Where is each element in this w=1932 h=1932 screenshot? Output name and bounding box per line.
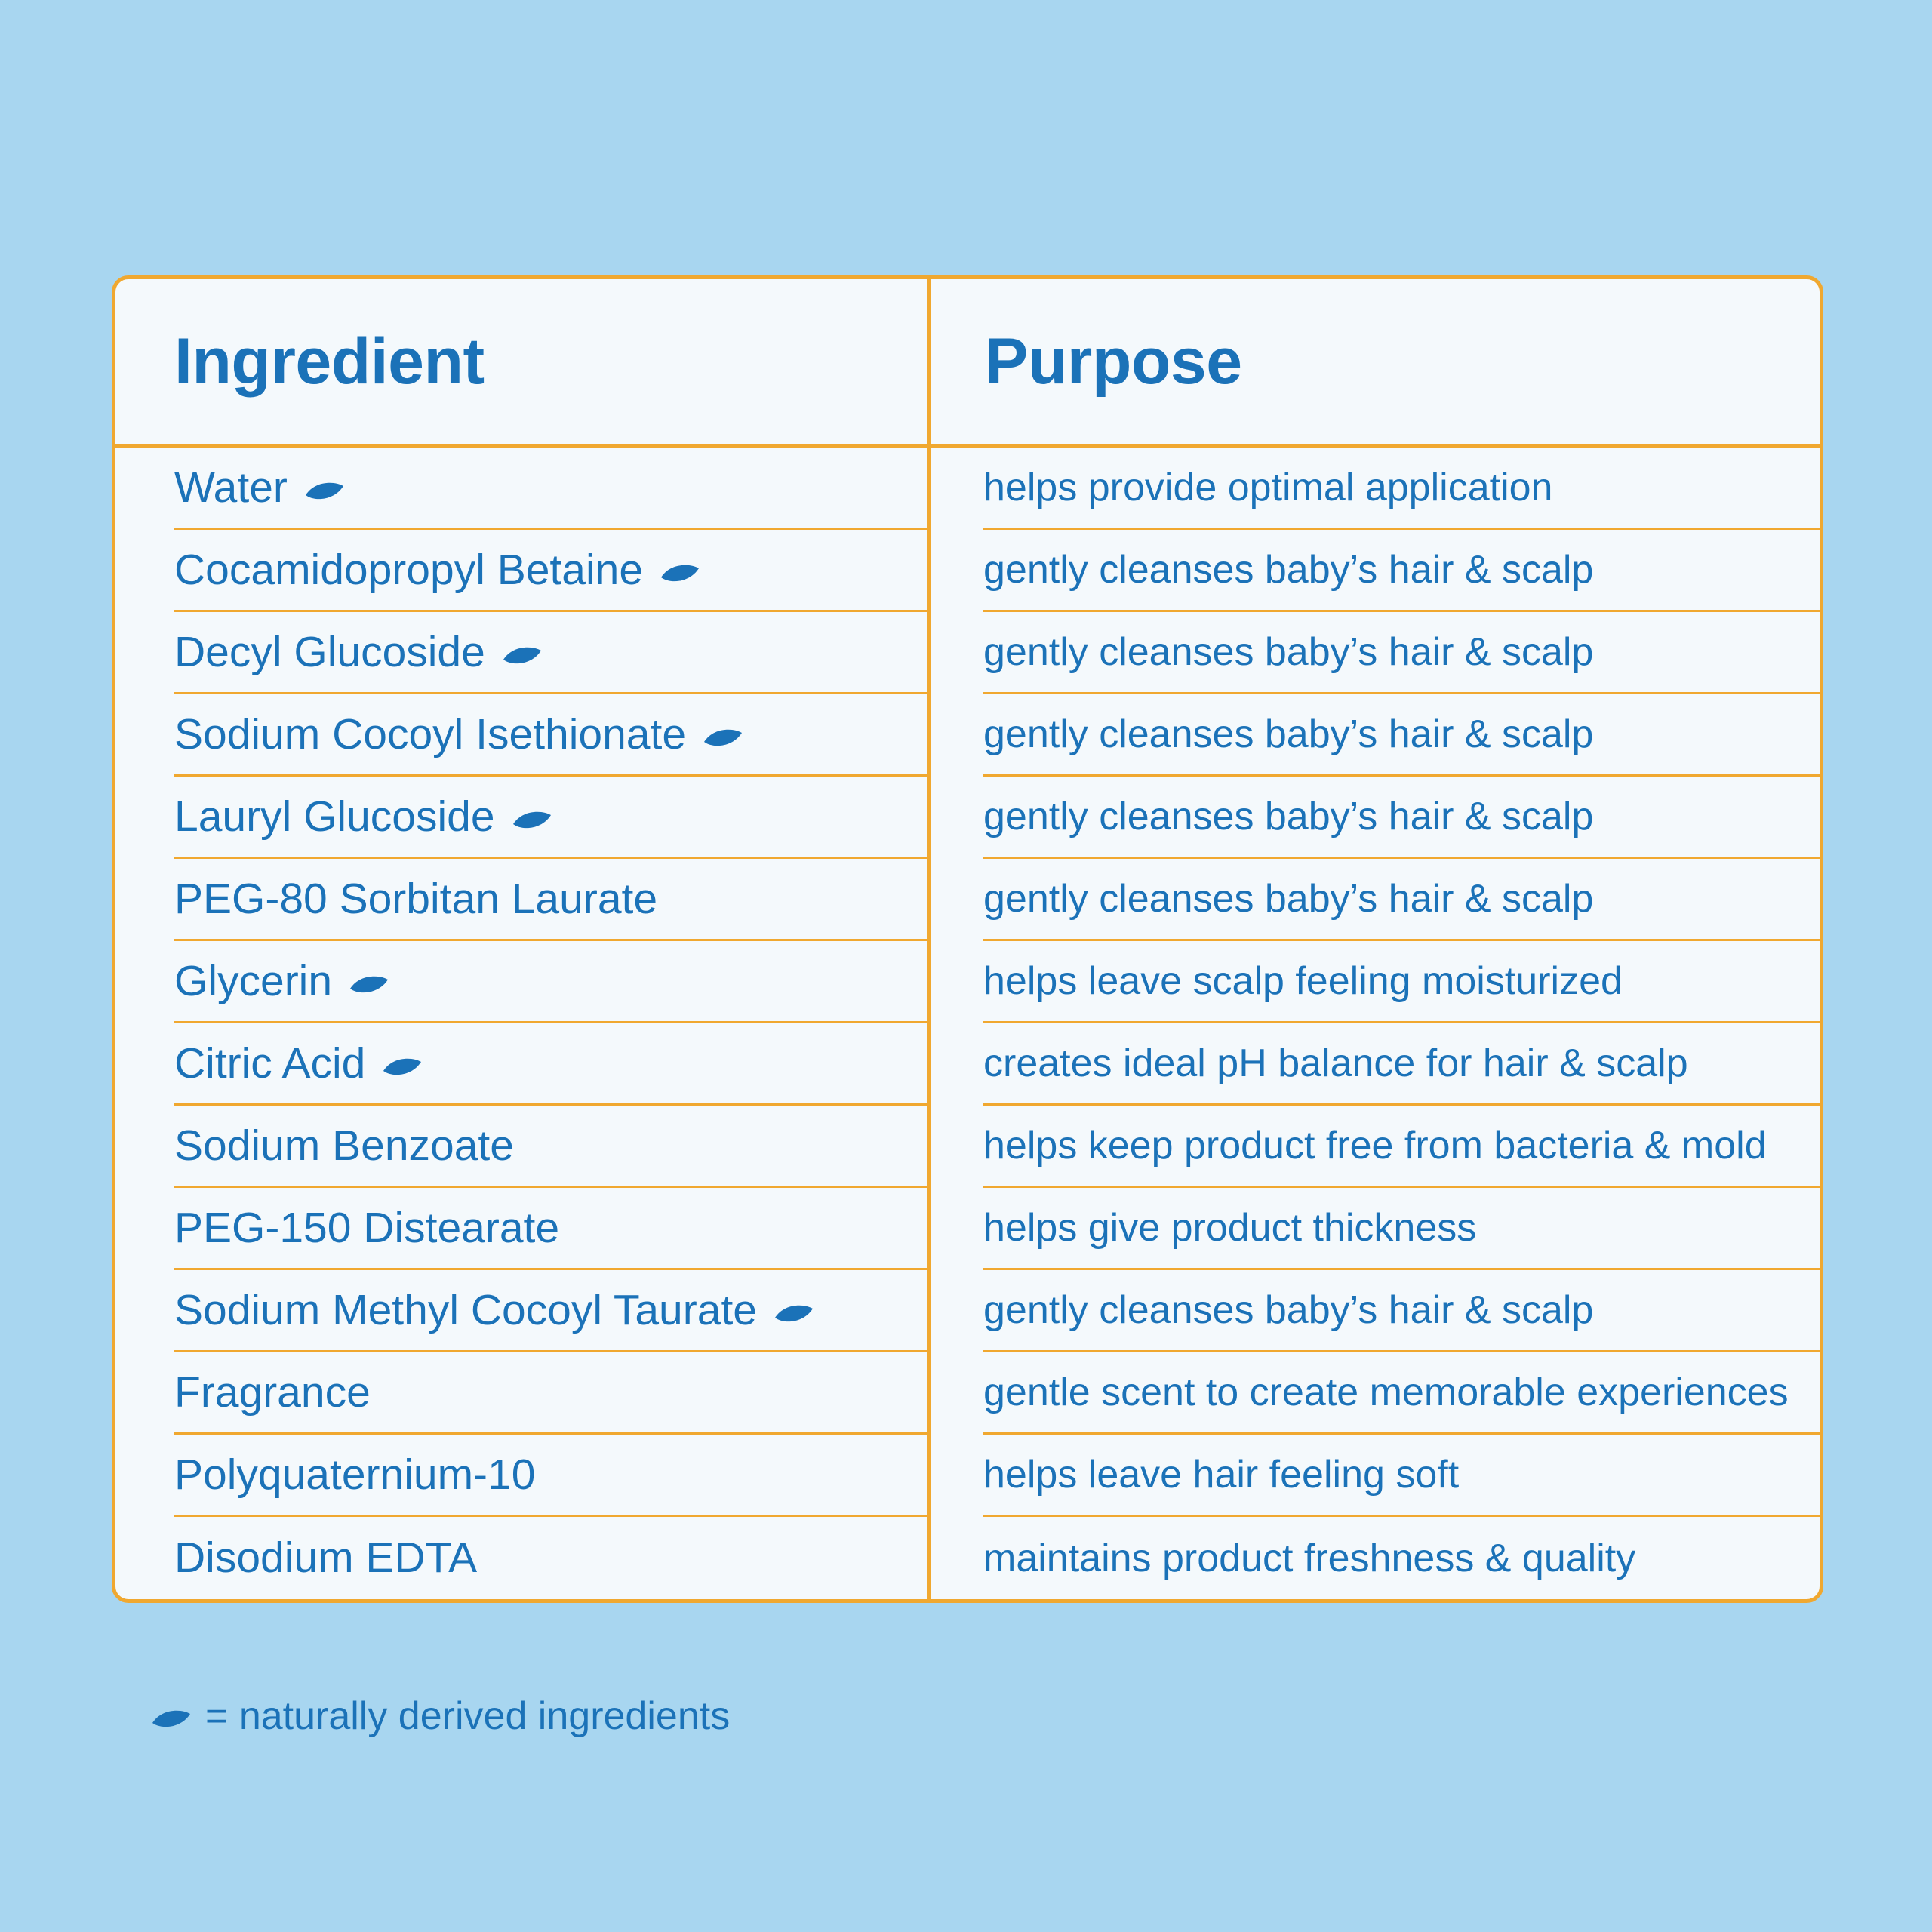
column-header-purpose-label: Purpose	[985, 325, 1242, 398]
cell-ingredient	[115, 1435, 931, 1517]
cell-ingredient	[115, 941, 931, 1023]
leaf-icon	[512, 810, 552, 829]
table-row	[115, 941, 1820, 1023]
ingredient-name: PEG-80 Sorbitan Laurate	[174, 874, 658, 923]
cell-purpose-inner	[983, 1188, 1820, 1270]
cell-ingredient-inner	[174, 1188, 927, 1270]
table-row	[115, 1517, 1820, 1599]
leaf-icon	[151, 1709, 192, 1728]
cell-purpose	[931, 1188, 1820, 1270]
leaf-icon	[349, 974, 389, 994]
cell-ingredient	[115, 1270, 931, 1352]
cell-ingredient-inner	[174, 1106, 927, 1188]
leaf-icon	[774, 1303, 814, 1323]
cell-ingredient-inner	[174, 859, 927, 941]
table-header-row	[115, 279, 1820, 448]
cell-purpose	[931, 612, 1820, 694]
purpose-text: gently cleanses baby’s hair & scalp	[983, 1288, 1594, 1332]
cell-ingredient	[115, 1188, 931, 1270]
column-header-ingredient-label: Ingredient	[174, 325, 485, 398]
ingredient-name: Glycerin	[174, 956, 333, 1005]
cell-ingredient-inner	[174, 612, 927, 694]
cell-purpose	[931, 1435, 1820, 1517]
cell-ingredient	[115, 1352, 931, 1435]
table-row	[115, 1352, 1820, 1435]
table-row	[115, 1023, 1820, 1106]
cell-purpose	[931, 859, 1820, 941]
purpose-text: helps give product thickness	[983, 1206, 1477, 1250]
table-row	[115, 1435, 1820, 1517]
cell-purpose	[931, 1270, 1820, 1352]
ingredient-name: Decyl Glucoside	[174, 627, 485, 676]
cell-purpose-inner	[983, 612, 1820, 694]
cell-purpose-inner	[983, 1270, 1820, 1352]
cell-purpose-inner	[983, 1023, 1820, 1106]
leaf-icon	[703, 728, 743, 747]
purpose-text: helps leave scalp feeling moisturized	[983, 959, 1623, 1003]
purpose-text: gently cleanses baby’s hair & scalp	[983, 630, 1594, 674]
purpose-text: gentle scent to create memorable experiences	[983, 1371, 1789, 1414]
leaf-icon	[660, 563, 700, 583]
ingredient-name: Citric Acid	[174, 1038, 366, 1088]
legend-label: = naturally derived ingredients	[205, 1694, 731, 1738]
cell-purpose-inner	[983, 941, 1820, 1023]
ingredient-name: PEG-150 Distearate	[174, 1203, 560, 1252]
ingredient-name: Polyquaternium-10	[174, 1450, 536, 1499]
purpose-text: helps leave hair feeling soft	[983, 1453, 1460, 1497]
purpose-text: helps keep product free from bacteria & mold	[983, 1124, 1767, 1168]
cell-purpose	[931, 448, 1820, 530]
cell-ingredient-inner	[174, 1023, 927, 1106]
cell-ingredient-inner	[174, 448, 927, 530]
cell-purpose	[931, 777, 1820, 859]
cell-ingredient	[115, 448, 931, 530]
leaf-icon	[382, 1057, 423, 1076]
ingredient-name: Cocamidopropyl Betaine	[174, 545, 644, 594]
table-row	[115, 1270, 1820, 1352]
cell-purpose-inner	[983, 777, 1820, 859]
cell-purpose	[931, 941, 1820, 1023]
ingredient-name: Sodium Methyl Cocoyl Taurate	[174, 1285, 757, 1334]
cell-purpose-inner	[983, 1106, 1820, 1188]
cell-ingredient	[115, 694, 931, 777]
cell-purpose	[931, 530, 1820, 612]
cell-ingredient	[115, 1106, 931, 1188]
ingredient-table	[112, 275, 1823, 1603]
purpose-text: gently cleanses baby’s hair & scalp	[983, 712, 1594, 756]
table-row	[115, 694, 1820, 777]
purpose-text: gently cleanses baby’s hair & scalp	[983, 795, 1594, 838]
column-header-ingredient	[115, 279, 931, 444]
ingredient-name: Sodium Benzoate	[174, 1121, 514, 1170]
purpose-text: creates ideal pH balance for hair & scalp	[983, 1041, 1688, 1085]
legend	[151, 1694, 731, 1738]
table-row	[115, 448, 1820, 530]
table-row	[115, 777, 1820, 859]
purpose-text: gently cleanses baby’s hair & scalp	[983, 548, 1594, 592]
ingredient-name: Water	[174, 463, 288, 512]
cell-purpose	[931, 1023, 1820, 1106]
cell-purpose	[931, 1106, 1820, 1188]
leaf-icon	[304, 481, 345, 500]
cell-ingredient-inner	[174, 1517, 927, 1599]
cell-ingredient-inner	[174, 1435, 927, 1517]
column-header-purpose	[931, 279, 1820, 444]
table-row	[115, 1106, 1820, 1188]
cell-ingredient	[115, 859, 931, 941]
cell-purpose-inner	[983, 448, 1820, 530]
cell-ingredient	[115, 530, 931, 612]
table-row	[115, 530, 1820, 612]
cell-purpose-inner	[983, 1352, 1820, 1435]
cell-ingredient-inner	[174, 1270, 927, 1352]
leaf-icon	[502, 645, 543, 665]
cell-purpose-inner	[983, 1517, 1820, 1599]
table-body	[115, 448, 1820, 1599]
cell-ingredient-inner	[174, 1352, 927, 1435]
cell-ingredient-inner	[174, 694, 927, 777]
cell-purpose-inner	[983, 530, 1820, 612]
ingredient-name: Disodium EDTA	[174, 1534, 478, 1582]
table-row	[115, 1188, 1820, 1270]
cell-ingredient-inner	[174, 777, 927, 859]
cell-purpose-inner	[983, 859, 1820, 941]
cell-purpose-inner	[983, 1435, 1820, 1517]
ingredient-name: Fragrance	[174, 1367, 371, 1417]
table-row	[115, 859, 1820, 941]
purpose-text: maintains product freshness & quality	[983, 1536, 1636, 1580]
cell-ingredient	[115, 777, 931, 859]
cell-ingredient	[115, 1517, 931, 1599]
cell-ingredient	[115, 612, 931, 694]
purpose-text: gently cleanses baby’s hair & scalp	[983, 877, 1594, 921]
cell-purpose	[931, 1352, 1820, 1435]
cell-purpose-inner	[983, 694, 1820, 777]
cell-ingredient-inner	[174, 530, 927, 612]
cell-purpose	[931, 694, 1820, 777]
ingredient-name: Sodium Cocoyl Isethionate	[174, 709, 687, 758]
cell-purpose	[931, 1517, 1820, 1599]
ingredient-name: Lauryl Glucoside	[174, 792, 495, 841]
table-row	[115, 612, 1820, 694]
cell-ingredient	[115, 1023, 931, 1106]
cell-ingredient-inner	[174, 941, 927, 1023]
purpose-text: helps provide optimal application	[983, 466, 1553, 509]
